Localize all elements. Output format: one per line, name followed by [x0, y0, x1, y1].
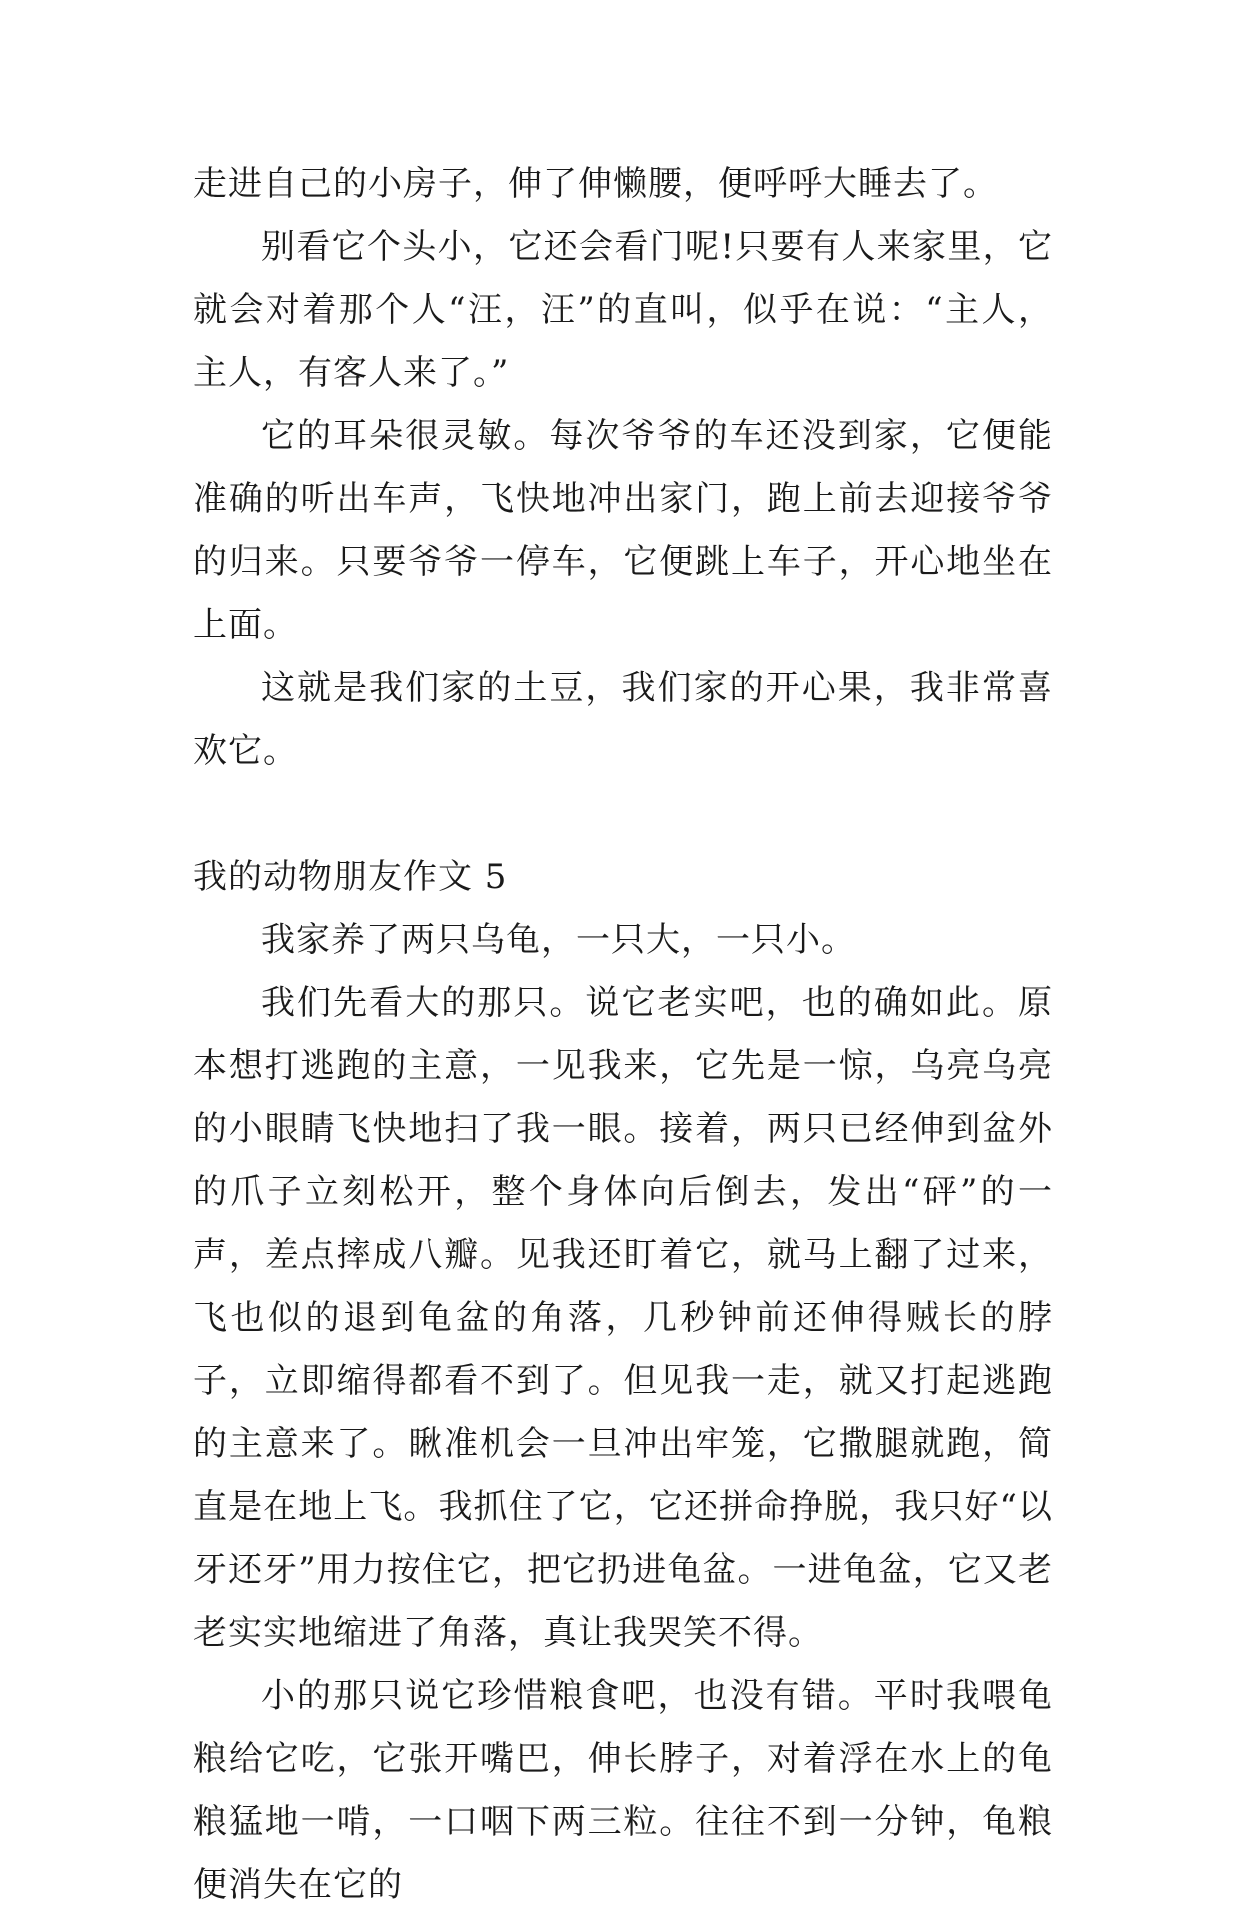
document-body [193, 153, 1053, 1917]
paragraph-big-turtle: 我们先看大的那只。说它老实吧，也的确如此。原本想打逃跑的主意，一见我来，它先是一惊，乌亮乌亮的小眼睛飞快地扫了我一眼。接着，两只已经伸到盆外的爪子立刻松开，整个身体向后倒去，发出“砰”的一声，差点摔成八瓣。见我还盯着它，就马上翻了过来，飞也似的退到龟盆的角落，几秒钟前还伸得贼长的脖子，立即缩得都看不到了。但见我一走，就又打起逃跑的主意来了。瞅准机会一旦冲出牢笼，它撒腿就跑，简直是在地上飞。我抓住了它，它还拼命挣脱，我只好“以牙还牙”用力按住它，把它扔进龟盆。一进龟盆，它又老老实实地缩进了角落，真让我哭笑不得。 [193, 983, 1053, 1653]
paragraph-conclusion: 这就是我们家的土豆，我们家的开心果，我非常喜欢它。 [193, 668, 1053, 771]
paragraph-guard-dog: 别看它个头小，它还会看门呢!只要有人来家里，它就会对着那个人“汪，汪”的直叫，似乎在说：“主人，主人，有客人来了。” [193, 227, 1053, 393]
paragraph-sharp-ears: 它的耳朵很灵敏。每次爷爷的车还没到家，它便能准确的听出车声，飞快地冲出家门，跑上前去迎接爷爷的归来。只要爷爷一停车，它便跳上车子，开心地坐在上面。 [193, 416, 1053, 645]
paragraph-continuation: 走进自己的小房子，伸了伸懒腰，便呼呼大睡去了。 [193, 164, 998, 204]
paragraph-small-turtle: 小的那只说它珍惜粮食吧，也没有错。平时我喂龟粮给它吃，它张开嘴巴，伸长脖子，对着浮在水上的龟粮猛地一啃，一口咽下两三粒。往往不到一分钟，龟粮便消失在它的 [193, 1676, 1053, 1905]
paragraph-intro-turtles: 我家养了两只乌龟，一只大，一只小。 [261, 920, 856, 960]
essay-heading: 我的动物朋友作文 5 [193, 857, 508, 897]
